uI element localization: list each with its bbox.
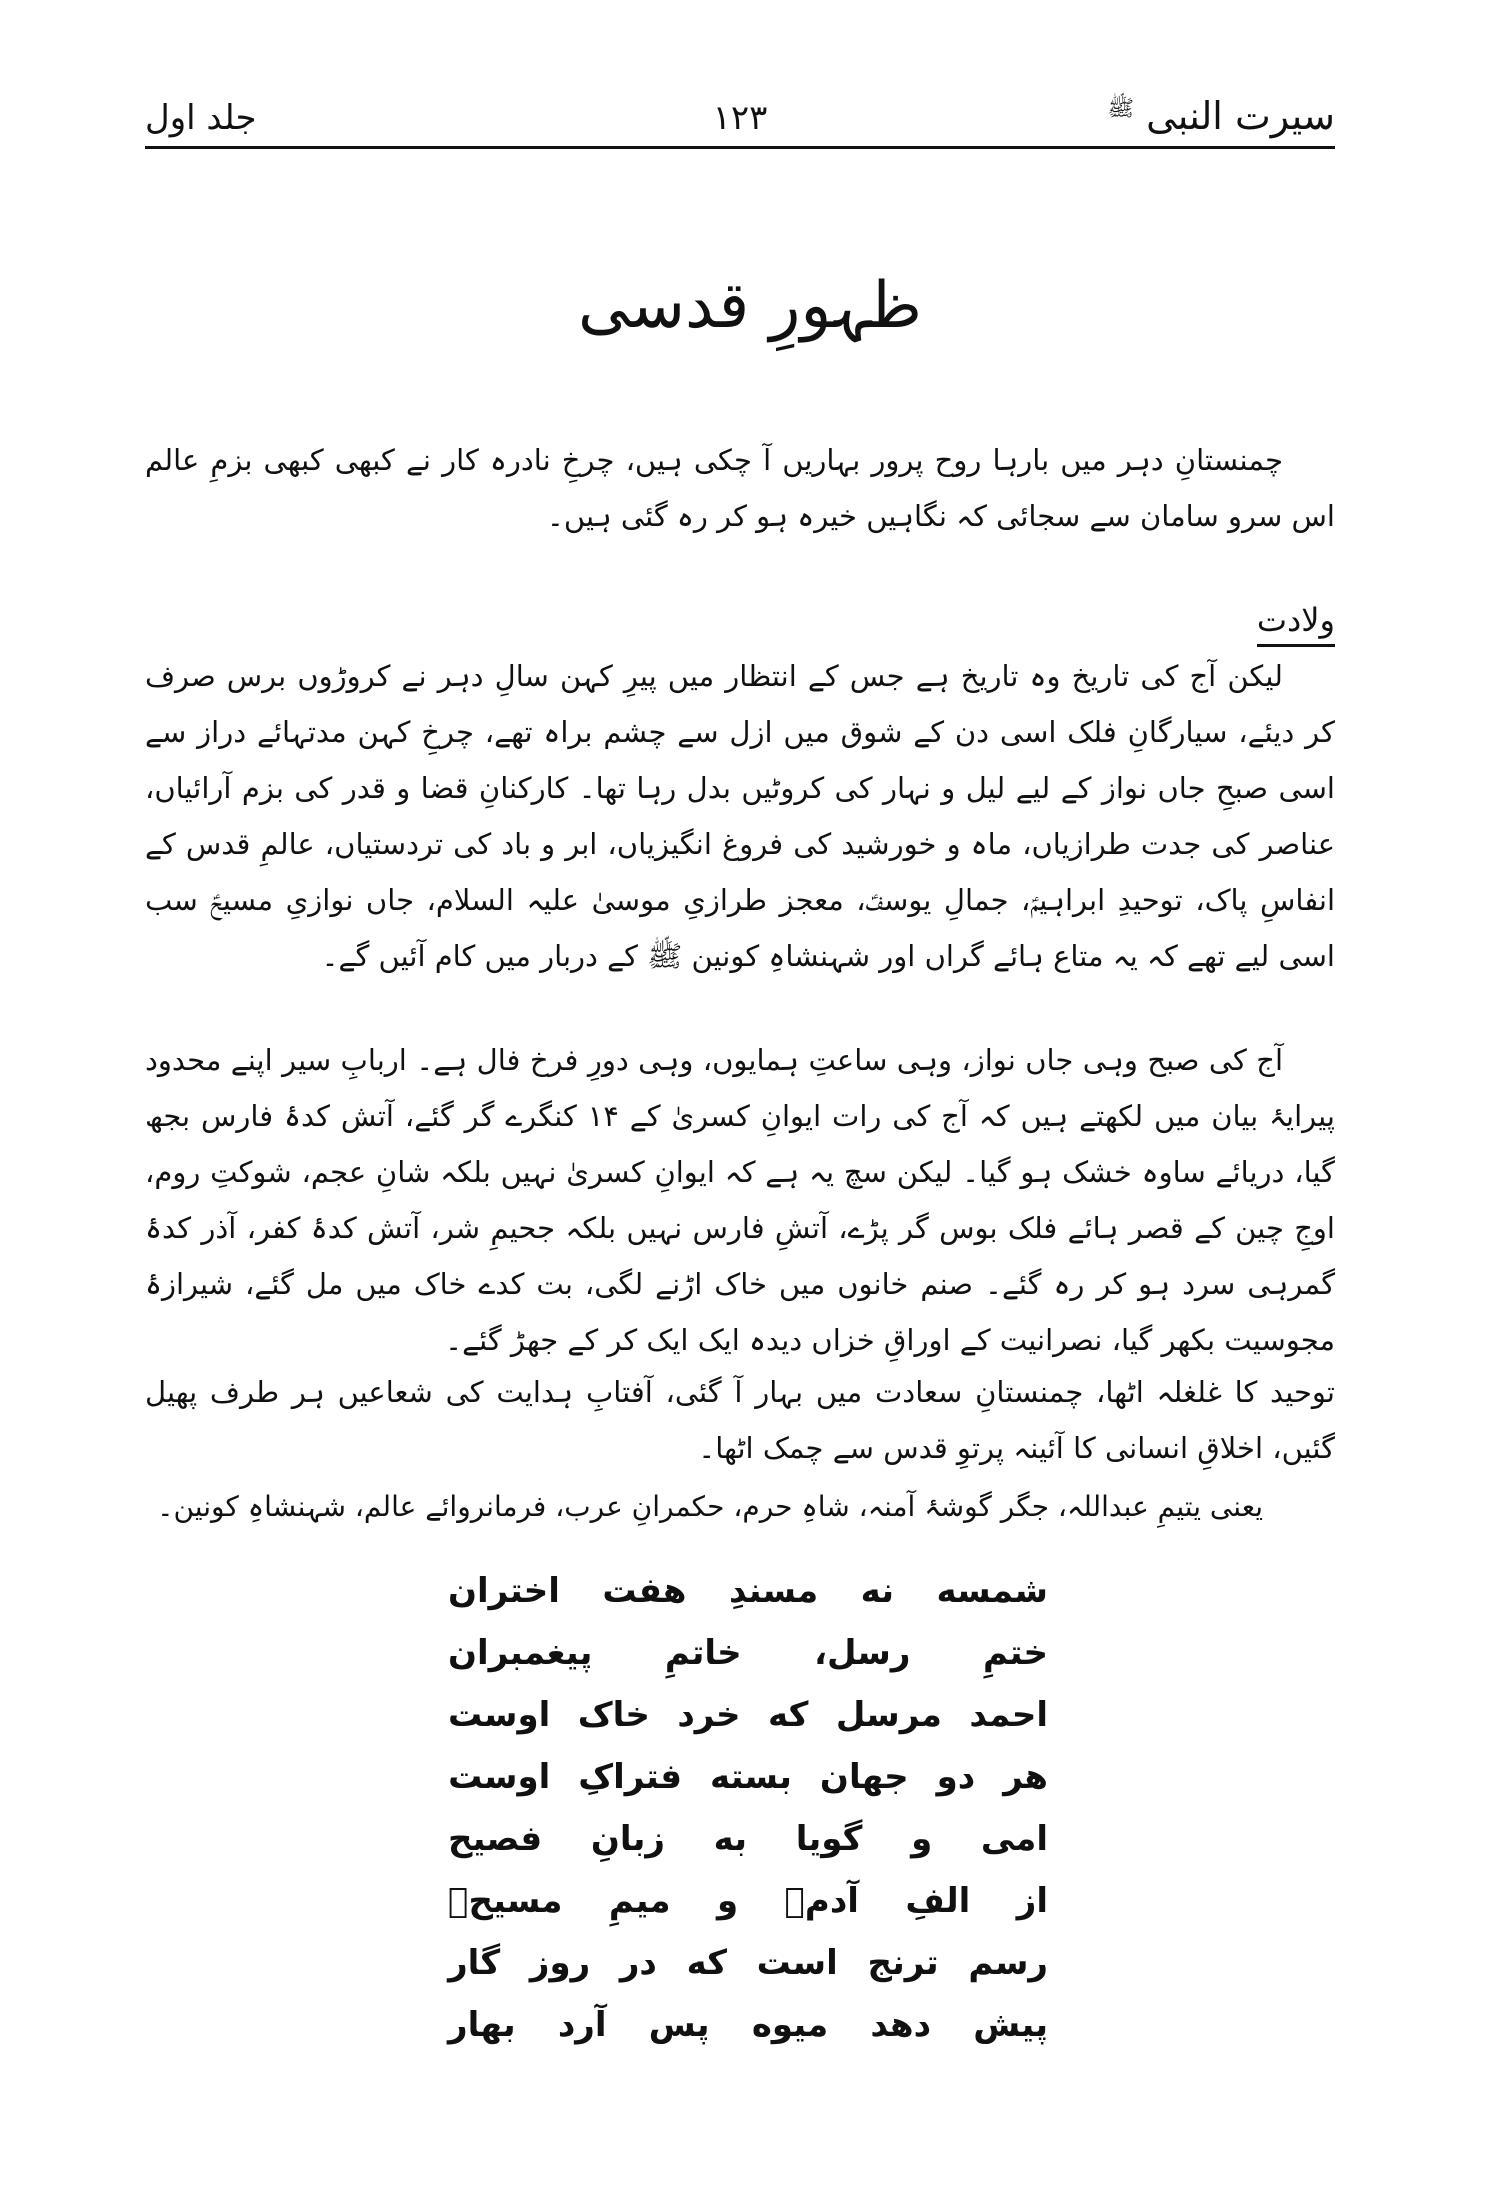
verse-line [448,1622,1048,1684]
verse-word: و [911,1819,933,1859]
intro-paragraph [145,432,1335,544]
paragraph-3 [145,1364,1335,1476]
verse-line [448,1808,1048,1870]
volume-label: جلد اول [145,98,257,138]
page-number: ۱۲۳ [712,98,768,138]
verse-word: مسیحؑ [448,1881,563,1921]
verse-word: بسته [710,1757,792,1797]
verse-word: رسم [968,1943,1048,1983]
verse-word: پس [648,2005,710,2045]
verse-line [448,1870,1048,1932]
verse-word: که [686,1943,727,1983]
chapter-title: ظہورِ قدسی [578,269,922,343]
honorific-mark: ﷺ [1107,96,1135,122]
verse-word: الفِ [905,1881,971,1921]
verse-word: اوست [448,1757,551,1797]
verse-word: هفت [602,1571,687,1611]
verse-word: بهار [448,2005,516,2045]
verse-word: پیش [973,2005,1048,2045]
verse-word: رسل، [814,1633,911,1673]
verse-word: امی [980,1819,1048,1859]
intro-text: چمنستانِ دہر میں بارہا روح پرور بہاریں آ چکی ہیں، چرخِ نادرہ کار نے کبھی کبھی بزمِ عالم اس سرو سامان سے سجائی کہ نگاہیں خیرہ ہو کر رہ گئی ہیں۔ [145,443,1335,533]
verse-line [448,1560,1048,1622]
verse-word: شمسه [936,1571,1048,1611]
verse-word: گویا [795,1819,863,1859]
verse-word: آرد [557,2005,607,2045]
paragraph-3-text: توحید کا غلغلہ اٹھا، چمنستانِ سعادت میں بہار آ گئی، آفتابِ ہدایت کی شعاعیں ہر طرف پھیل گئیں، اخلاقِ انسانی کا آئینہ پرتوِ قدس سے چمک اٹھا۔ [145,1375,1335,1465]
verse-word: پیغمبران [448,1633,593,1673]
verse-word: گار [448,1943,501,1983]
verse-word: ختمِ [982,1633,1048,1673]
verse-word: فتراکِ [578,1757,683,1797]
verse-word: و [716,1881,739,1921]
verse-word: خرد [677,1695,741,1735]
epithet-line [145,1484,1335,1530]
verse-word: نه [860,1571,895,1611]
verse-word: در [619,1943,657,1983]
verse-line [448,1932,1048,1994]
verse-word: خاک [577,1695,650,1735]
paragraph-2-text: آج کی صبح وہی جاں نواز، وہی ساعتِ ہمایوں، وہی دورِ فرخ فال ہے۔ اربابِ سیر اپنے محدود پیرایۂ بیان میں لکھتے ہیں کہ آج کی رات ایوانِ کسریٰ کے ۱۴ کنگرے گر گئے، آتش کدۂ فارس بجھ گیا، دریائے ساوہ خشک ہو گیا۔ لیکن سچ یہ ہے کہ ایوانِ کسریٰ نہیں بلکہ شانِ عجم، شوکتِ روم، اوجِ چین کے قصر ہائے فلک بوس گر پڑے، آتشِ فارس نہیں بلکہ جحیمِ شر، آتش کدۂ کفر، آذر کدۂ گمرہی سرد ہو کر رہ گئے۔ صنم خانوں میں خاک اڑنے لگی، بت کدے خاک میں مل گئے، شیرازۂ مجوسیت بکھر گیا، نصرانیت کے اوراقِ خزاں دیدہ ایک ایک کر کے جھڑ گئے۔ [145,1043,1335,1357]
verse-word: میمِ [608,1881,671,1921]
verse-line [448,1746,1048,1808]
paragraph-1-text: لیکن آج کی تاریخ وہ تاریخ ہے جس کے انتظار میں پیرِ کہن سالِ دہر نے کروڑوں برس صرف کر دیئے، سیارگانِ فلک اسی دن کے شوق میں ازل سے چشم براہ تھے، چرخِ کہن مدتہائے دراز سے اسی صبحِ جاں نواز کے لیے لیل و نہار کی کروٹیں بدل رہا تھا۔ کارکنانِ قضا و قدر کی بزم آرائیاں، عناصر کی جدت طرازیاں، ماہ و خورشید کی فروغ انگیزیاں، ابر و باد کی تردستیاں، عالمِ قدس کے انفاسِ پاک، توحیدِ ابراہیمؑ، جمالِ یوسفؑ، معجز طرازیِ موسیٰ علیہ السلام، جاں نوازیِ مسیحؑ سب اسی لیے تھے کہ یہ متاع ہائے گراں اور شہنشاہِ کونین ﷺ کے دربار میں کام آئیں گے۔ [145,659,1335,973]
verse-word: خاتمِ [664,1633,742,1673]
verse-word: اختران [448,1571,560,1611]
paragraph-2 [145,1032,1335,1368]
verse-word: آدمؑ [784,1881,859,1921]
verse-word: فصیح [448,1819,543,1859]
verse-word: مرسل [835,1695,942,1735]
verse-word: روز [529,1943,591,1983]
persian-verse [448,1560,1048,2056]
verse-word: دو [936,1757,976,1797]
paragraph-1 [145,648,1335,984]
verse-word: دهد [870,2005,932,2045]
verse-word: است [756,1943,838,1983]
section-heading: ولادت [1257,598,1335,647]
verse-word: ترنج [867,1943,939,1983]
verse-word: میوه [751,2005,829,2045]
verse-line [448,1994,1048,2056]
running-header [145,88,1335,149]
verse-line [448,1684,1048,1746]
verse-word: زبانِ [590,1819,665,1859]
verse-word: مسندِ [728,1571,819,1611]
verse-word: جهان [819,1757,909,1797]
book-title-text: سیرت النبی [1146,94,1335,138]
verse-word: که [767,1695,809,1735]
epithet-text: یعنی یتیمِ عبداللہ، جگر گوشۂ آمنہ، شاہِ حرم، حکمرانِ عرب، فرمانروائے عالم، شہنشاہِ کونین۔ [157,1490,1263,1523]
verse-word: از [1016,1881,1048,1921]
verse-word: به [713,1819,748,1859]
verse-word: اوست [448,1695,551,1735]
verse-word: احمد [969,1695,1048,1735]
verse-word: هر [1003,1757,1048,1797]
